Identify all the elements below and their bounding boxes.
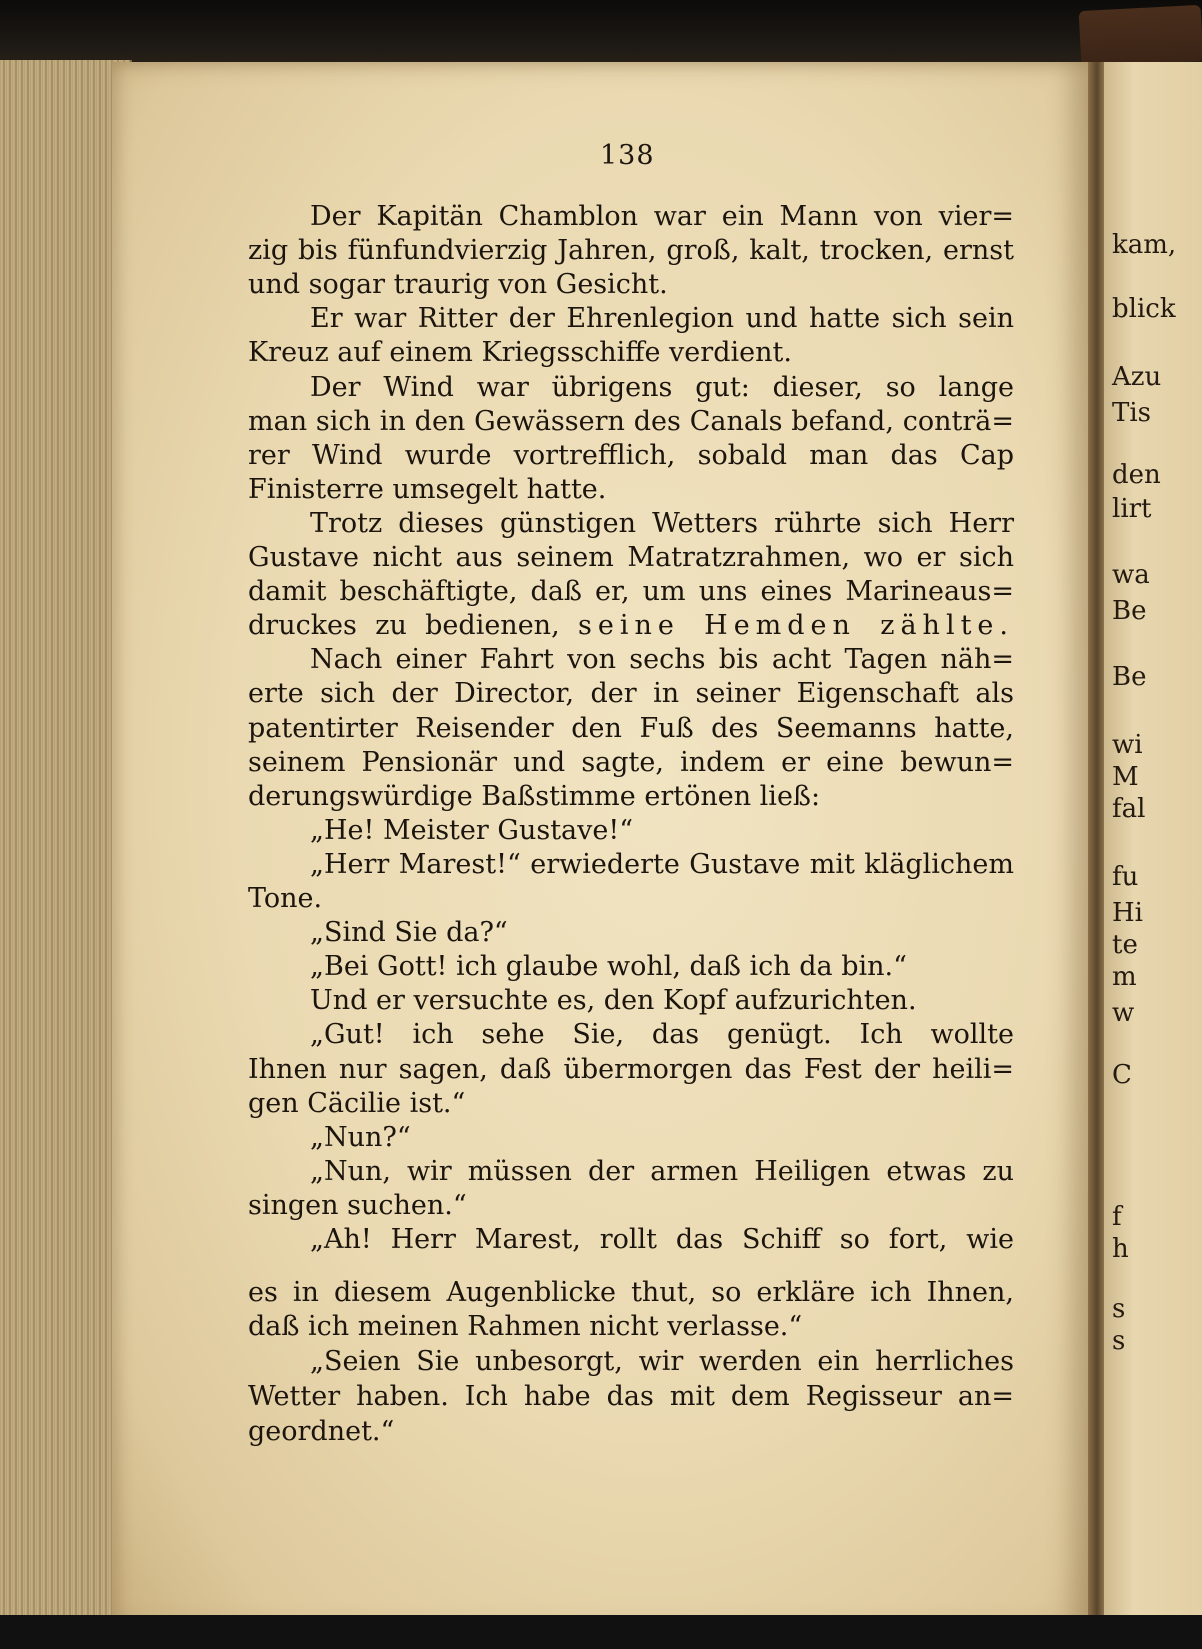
text-line: Ihnen nur sagen, daß übermorgen das Fest der heili= bbox=[248, 1053, 1014, 1085]
text-line: erte sich der Director, der in seiner Eigenschaft als bbox=[248, 678, 1014, 710]
text-line: Er war Ritter der Ehrenlegion und hatte sich sein bbox=[310, 303, 1014, 335]
facing-page-text: M bbox=[1112, 762, 1139, 792]
text-line: druckes zu bedienen, seine Hemden zählte. bbox=[248, 610, 1014, 642]
text-line: derungswürdige Baßstimme ertönen ließ: bbox=[248, 780, 821, 812]
text-line: geordnet.“ bbox=[248, 1415, 395, 1447]
facing-page-text: Be bbox=[1112, 662, 1147, 692]
text-line: „Gut! ich sehe Sie, das genügt. Ich wollte bbox=[310, 1019, 1014, 1051]
text-line: Wetter haben. Ich habe das mit dem Regisseur an= bbox=[248, 1380, 1014, 1412]
facing-page-text: den bbox=[1112, 460, 1161, 490]
text-line: man sich in den Gewässern des Canals befand, conträ= bbox=[248, 405, 1014, 437]
text-line: und sogar traurig von Gesicht. bbox=[248, 269, 668, 301]
scan-bottom-background bbox=[0, 1615, 1202, 1649]
text-line: „Bei Gott! ich glaube wohl, daß ich da bin.“ bbox=[310, 951, 907, 983]
leather-binding bbox=[1079, 5, 1202, 67]
facing-page-text: fal bbox=[1112, 794, 1146, 824]
text-line: Der Wind war übrigens gut: dieser, so lange bbox=[310, 371, 1014, 403]
text-line: rer Wind wurde vortrefflich, sobald man das Cap bbox=[248, 439, 1014, 471]
text-line: Und er versuchte es, den Kopf aufzurichten. bbox=[310, 985, 917, 1017]
text-line: gen Cäcilie ist.“ bbox=[248, 1087, 466, 1119]
text-line: „Nun, wir müssen der armen Heiligen etwas zu bbox=[310, 1155, 1014, 1187]
page-number: 138 bbox=[600, 140, 655, 171]
text-line: Kreuz auf einem Kriegsschiffe verdient. bbox=[248, 337, 792, 369]
text-line: „Sind Sie da?“ bbox=[310, 917, 508, 949]
book-cover-top bbox=[0, 0, 1202, 70]
text-line: Finisterre umsegelt hatte. bbox=[248, 473, 607, 505]
facing-page-text: Azu bbox=[1112, 362, 1162, 392]
text-line: „Herr Marest!“ erwiederte Gustave mit kläglichem bbox=[310, 848, 1014, 880]
text-line: Tone. bbox=[248, 883, 323, 914]
facing-page-text: fu bbox=[1112, 862, 1139, 892]
text-line: „He! Meister Gustave!“ bbox=[310, 814, 634, 846]
facing-page-text: wa bbox=[1112, 560, 1150, 590]
text-line: daß ich meinen Rahmen nicht verlasse.“ bbox=[248, 1311, 803, 1343]
text-line: singen suchen.“ bbox=[248, 1189, 467, 1221]
facing-page-text: h bbox=[1112, 1234, 1129, 1264]
right-page-fragment bbox=[1104, 62, 1202, 1630]
text-line: Nach einer Fahrt von sechs bis acht Tagen näh= bbox=[310, 644, 1014, 676]
facing-page-text: Hi bbox=[1112, 898, 1143, 928]
text-line: „Nun?“ bbox=[310, 1121, 411, 1153]
facing-page-text: C bbox=[1112, 1060, 1132, 1090]
facing-page-text: s bbox=[1112, 1294, 1126, 1324]
facing-page-text: Be bbox=[1112, 596, 1147, 626]
facing-page-text: w bbox=[1112, 998, 1135, 1028]
text-line: zig bis fünfundvierzig Jahren, groß, kalt, trocken, ernst bbox=[248, 235, 1014, 267]
facing-page-text: lirt bbox=[1112, 494, 1152, 524]
text-line: „Ah! Herr Marest, rollt das Schiff so fort, wie bbox=[310, 1224, 1014, 1255]
text-line: damit beschäftigte, daß er, um uns eines Marineaus= bbox=[248, 576, 1014, 608]
facing-page-text: blick bbox=[1112, 294, 1176, 324]
facing-page-text: kam, bbox=[1112, 230, 1177, 260]
text-line: es in diesem Augenblicke thut, so erkläre ich Ihnen, bbox=[248, 1276, 1014, 1308]
text-line: Trotz dieses günstigen Wetters rührte sich Herr bbox=[310, 507, 1014, 539]
text-line: seinem Pensionär und sagte, indem er eine bewun= bbox=[248, 746, 1014, 778]
facing-page-text: s bbox=[1112, 1326, 1126, 1356]
text-line: „Seien Sie unbesorgt, wir werden ein herrliches bbox=[310, 1346, 1014, 1378]
facing-page-text: f bbox=[1112, 1202, 1122, 1232]
facing-page-text: wi bbox=[1112, 730, 1143, 760]
text-line: Gustave nicht aus seinem Matratzrahmen, wo er sich bbox=[248, 542, 1014, 573]
facing-page-text: Tis bbox=[1112, 398, 1151, 428]
facing-page-text: m bbox=[1112, 962, 1137, 992]
text-line: patentirter Reisender den Fuß des Seemanns hatte, bbox=[248, 712, 1014, 744]
text-line: Der Kapitän Chamblon war ein Mann von vier= bbox=[310, 201, 1014, 232]
facing-page-text: te bbox=[1112, 930, 1138, 960]
